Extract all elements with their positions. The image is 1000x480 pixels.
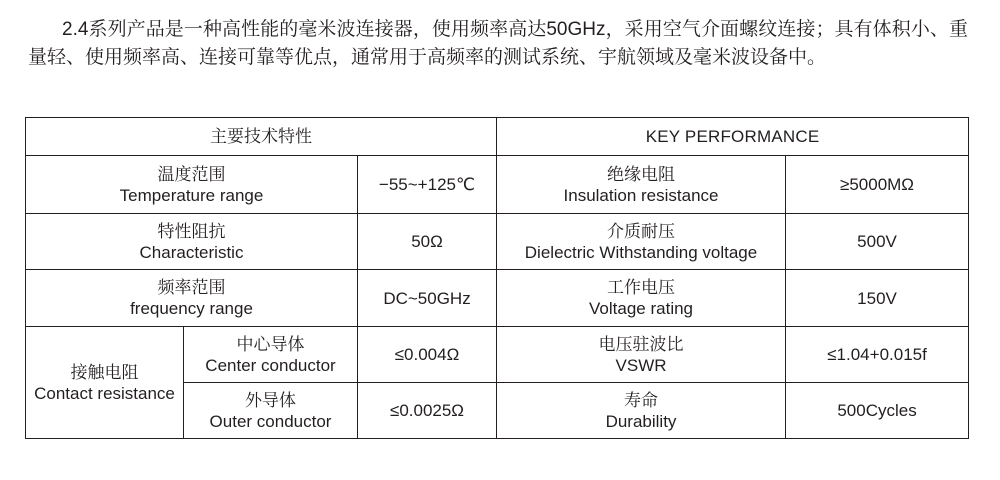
param-cell-voltage-rating [497,270,786,327]
value-cell-impedance: 50Ω [358,214,497,270]
param-cell-center-conductor [184,327,358,383]
param-name-cn: 频率范围 [157,278,226,297]
param-name-en: Characteristic [139,242,244,262]
param-name-en: Outer conductor [209,411,332,431]
intro-paragraph: 2.4系列产品是一种高性能的毫米波连接器，使用频率高达50GHz，采用空气介面螺纹连接；具有体积小、重量轻、使用频率高、连接可靠等优点，通常用于高频率的测试系统、宇航领域及毫米波设备中。 [28,19,968,68]
param-cell-vswr [497,327,786,383]
header-cell-cn: 主要技术特性 [26,118,497,156]
value-cell-dielectric: 500V [786,214,969,270]
param-name-en: Voltage rating [589,299,693,318]
param-name-cn: 温度范围 [157,164,226,184]
param-name-en: Dielectric Withstanding voltage [524,242,758,262]
param-name-cn: 特性阻抗 [157,221,226,241]
param-name-cn: 电压驻波比 [598,334,684,354]
param-cell-insulation [497,156,786,214]
param-cell-dielectric [497,214,786,270]
param-cell-impedance [26,214,358,270]
value-cell-durability: 500Cycles [786,383,969,439]
table-header-row [26,118,969,156]
param-name-cn: 工作电压 [607,278,676,297]
param-name-cn: 外导体 [245,390,296,410]
table-row [26,327,969,383]
value-cell-temperature: −55~+125℃ [358,156,497,214]
param-name-cn: 中心导体 [236,334,305,354]
param-name-en: Temperature range [119,185,264,205]
value-cell-outer-conductor: ≤0.0025Ω [358,383,497,439]
table-row [26,270,969,327]
value-cell-vswr: ≤1.04+0.015f [786,327,969,383]
param-cell-frequency [26,270,358,327]
value-cell-insulation: ≥5000MΩ [786,156,969,214]
param-cell-outer-conductor [184,383,358,439]
table-row [26,214,969,270]
param-name-en: Durability [605,411,677,431]
header-cell-en: KEY PERFORMANCE [497,118,969,156]
value-cell-center-conductor: ≤0.004Ω [358,327,497,383]
value-cell-frequency: DC~50GHz [358,270,497,327]
param-cell-temperature [26,156,358,214]
param-name-en: VSWR [615,355,667,375]
param-cell-durability [497,383,786,439]
table-row [26,156,969,214]
param-name-cn: 介质耐压 [607,221,676,241]
param-name-en: frequency range [130,299,253,318]
param-name-cn: 绝缘电阻 [607,164,676,184]
spec-table [25,117,969,439]
param-cell-contact-resistance [26,327,184,439]
param-name-en: Center conductor [205,355,336,375]
param-name-en: Insulation resistance [563,185,719,205]
param-name-cn: 接触电阻 [70,362,139,382]
param-name-cn: 寿命 [624,390,659,410]
param-name-en: Contact resistance [34,383,175,403]
value-cell-voltage-rating: 150V [786,270,969,327]
